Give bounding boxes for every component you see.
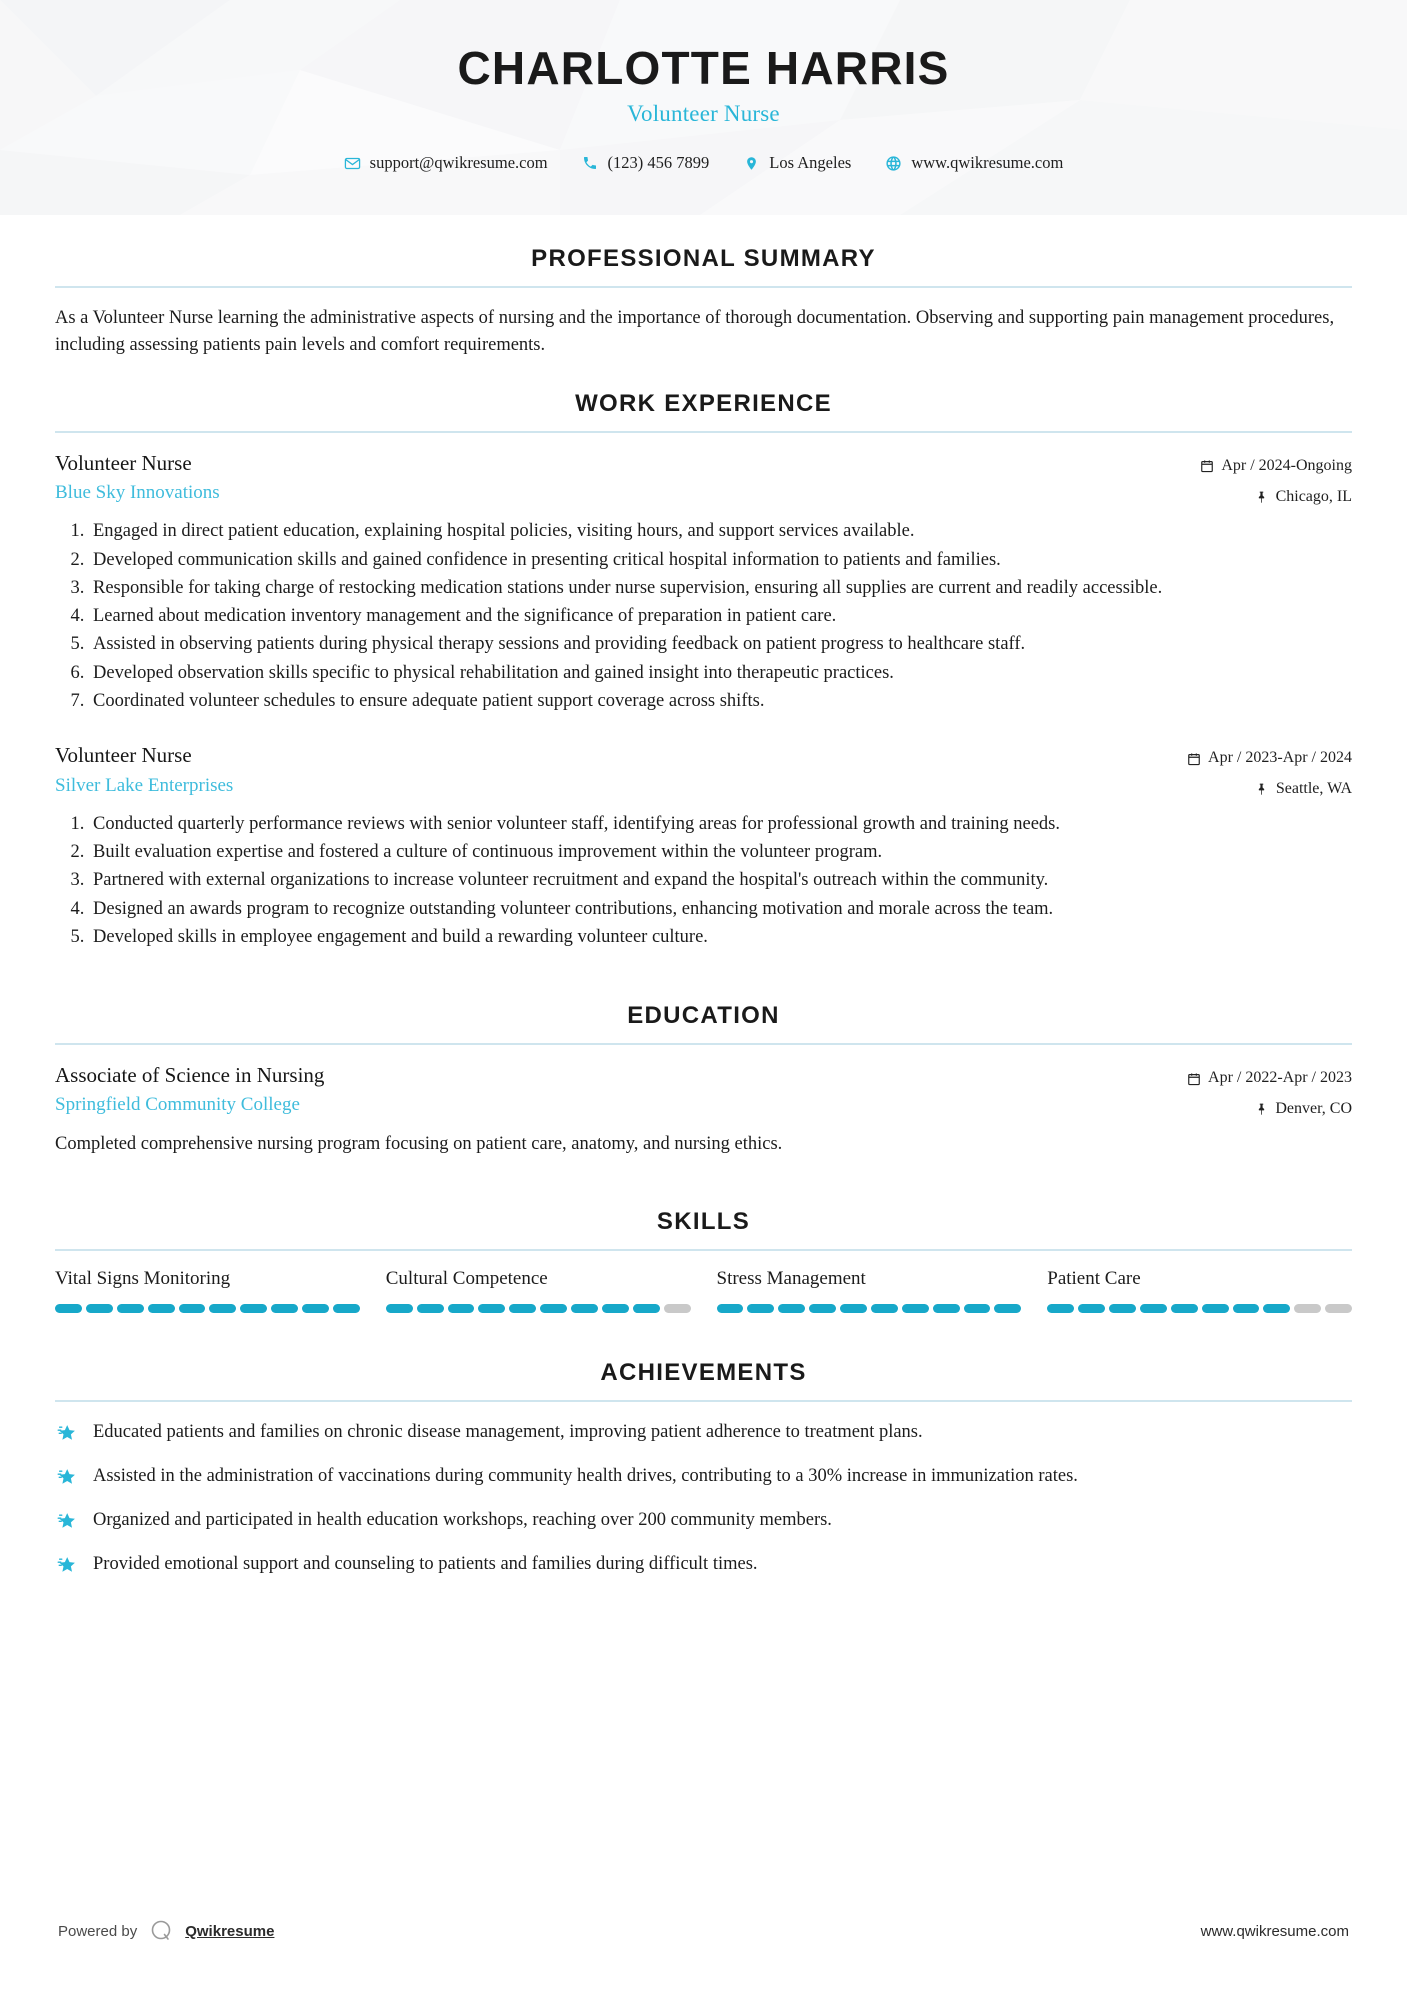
skill-segment — [871, 1304, 898, 1313]
experience-role: Volunteer Nurse — [55, 743, 192, 768]
list-item: 4. Learned about medication inventory management and the significance of preparation in patient care. — [89, 603, 1352, 629]
experience-bullets — [55, 811, 1352, 950]
contact-phone[interactable] — [582, 153, 710, 173]
skill-segment — [1171, 1304, 1198, 1313]
list-item: 3. Partnered with external organizations to increase volunteer recruitment and expand the hospital's outreach within the community. — [89, 867, 1352, 893]
experience-entry-header — [55, 450, 1352, 510]
achievement-text: Organized and participated in health education workshops, reaching over 200 community members. — [93, 1509, 832, 1530]
skill-segment — [1233, 1304, 1260, 1313]
page-title: CHARLOTTE HARRIS — [457, 42, 950, 94]
skill-segment — [478, 1304, 505, 1313]
education-dates — [1187, 1066, 1352, 1091]
qwikresume-logo-icon — [148, 1918, 174, 1944]
list-item: 1. Conducted quarterly performance reviews with senior volunteer staff, identifying areas for professional growth and training needs. — [89, 811, 1352, 837]
contact-email-text: support@qwikresume.com — [369, 153, 548, 173]
education-location-text: Denver, CO — [1275, 1099, 1352, 1117]
skill-segment — [179, 1304, 206, 1313]
experience-location — [1187, 777, 1352, 802]
skill-segment — [509, 1304, 536, 1313]
section-heading-experience: WORK EXPERIENCE — [575, 389, 832, 417]
skill-segment — [386, 1304, 413, 1313]
experience-dates-text: Apr / 2023-Apr / 2024 — [1208, 749, 1352, 767]
section-divider — [55, 1043, 1352, 1045]
education-description: Completed comprehensive nursing program focusing on patient care, anatomy, and nursing ethics. — [55, 1133, 783, 1154]
section-divider — [55, 1400, 1352, 1402]
skill-segment — [602, 1304, 629, 1313]
skill-item — [55, 1268, 360, 1313]
star-icon — [55, 1466, 79, 1490]
skills-grid — [55, 1268, 1352, 1313]
skill-segment — [1294, 1304, 1321, 1313]
summary-text: As a Volunteer Nurse learning the administrative aspects of nursing and the importance of thorough documentation. Observing and supporting pain management procedures, including assessing patients pain levels and comfort requirements. — [55, 308, 1335, 356]
section-work-experience — [55, 390, 1352, 950]
list-item: 4. Designed an awards program to recognize outstanding volunteer contributions, enhancing motivation and morale across the team. — [89, 896, 1352, 922]
pushpin-icon — [1254, 1102, 1268, 1116]
experience-entry — [55, 742, 1352, 950]
skill-segment — [994, 1304, 1021, 1313]
skill-segment — [717, 1304, 744, 1313]
experience-location-text: Chicago, IL — [1275, 487, 1352, 505]
contact-location — [743, 153, 851, 173]
achievement-text: Educated patients and families on chronic disease management, improving patient adherence to treatment plans. — [93, 1421, 923, 1442]
contact-row — [0, 153, 1407, 173]
list-item: 3. Responsible for taking charge of restocking medication stations under nurse supervision, ensuring all supplies are current and readily accessible. — [89, 575, 1352, 601]
education-degree: Associate of Science in Nursing — [55, 1063, 325, 1088]
list-item: 5. Developed skills in employee engagement and build a rewarding volunteer culture. — [89, 924, 1352, 950]
section-heading-education: EDUCATION — [627, 1002, 780, 1030]
section-heading-skills: SKILLS — [656, 1207, 751, 1235]
skill-segment — [809, 1304, 836, 1313]
skill-label: Vital Signs Monitoring — [55, 1267, 231, 1289]
skill-segment — [1078, 1304, 1105, 1313]
experience-organization[interactable]: Silver Lake Enterprises — [55, 774, 234, 796]
skill-segment — [448, 1304, 475, 1313]
skill-segment — [633, 1304, 660, 1313]
skill-segment — [964, 1304, 991, 1313]
skill-segment — [933, 1304, 960, 1313]
list-item: 2. Developed communication skills and gained confidence in presenting critical hospital information to patients and families. — [89, 547, 1352, 573]
experience-entry — [55, 450, 1352, 714]
skill-segment — [333, 1304, 360, 1313]
list-item: 2. Built evaluation expertise and fostered a culture of continuous improvement within the volunteer program. — [89, 839, 1352, 865]
skill-segment — [86, 1304, 113, 1313]
skill-segment — [417, 1304, 444, 1313]
skill-item — [386, 1268, 691, 1313]
page-footer — [0, 1918, 1407, 1944]
skill-segment — [271, 1304, 298, 1313]
achievement-item — [55, 1551, 1352, 1578]
contact-location-text: Los Angeles — [769, 153, 852, 173]
experience-location — [1200, 485, 1352, 510]
achievement-item — [55, 1463, 1352, 1490]
phone-icon — [582, 155, 599, 172]
location-pin-icon — [743, 155, 760, 172]
list-item: 1. Engaged in direct patient education, explaining hospital policies, visiting hours, and support services available. — [89, 518, 1352, 544]
contact-website[interactable] — [885, 153, 1063, 173]
skill-segment — [1263, 1304, 1290, 1313]
achievement-text: Provided emotional support and counseling to patients and families during difficult times. — [93, 1553, 758, 1574]
list-item: 6. Developed observation skills specific to physical rehabilitation and gained insight into therapeutic practices. — [89, 660, 1352, 686]
pushpin-icon — [1255, 782, 1269, 796]
pushpin-icon — [1255, 490, 1269, 504]
skill-segment — [1140, 1304, 1167, 1313]
contact-phone-text: (123) 456 7899 — [607, 153, 710, 173]
skill-label: Stress Management — [716, 1267, 866, 1289]
section-skills — [55, 1208, 1352, 1313]
section-divider — [55, 286, 1352, 288]
experience-dates — [1200, 454, 1352, 479]
envelope-icon — [344, 155, 361, 172]
experience-organization[interactable]: Blue Sky Innovations — [55, 482, 220, 504]
footer-website[interactable]: www.qwikresume.com — [1200, 1922, 1349, 1940]
skill-segment — [540, 1304, 567, 1313]
skill-rating-bar — [1047, 1304, 1352, 1313]
section-education — [55, 1002, 1352, 1157]
skill-segment — [55, 1304, 82, 1313]
list-item: 7. Coordinated volunteer schedules to ensure adequate patient support coverage across shifts. — [89, 688, 1352, 714]
section-professional-summary — [55, 245, 1352, 360]
skill-label: Cultural Competence — [385, 1267, 548, 1289]
skill-segment — [1202, 1304, 1229, 1313]
qwikresume-link[interactable]: Qwikresume — [185, 1922, 275, 1940]
experience-entry-header — [55, 742, 1352, 802]
section-divider — [55, 431, 1352, 433]
job-title: Volunteer Nurse — [627, 101, 780, 127]
education-dates-text: Apr / 2022-Apr / 2023 — [1208, 1069, 1352, 1087]
skill-segment — [778, 1304, 805, 1313]
skill-segment — [1047, 1304, 1074, 1313]
skill-segment — [902, 1304, 929, 1313]
achievement-item — [55, 1419, 1352, 1446]
skill-segment — [1325, 1304, 1352, 1313]
skill-segment — [302, 1304, 329, 1313]
education-entry-header — [55, 1062, 1352, 1122]
resume-header — [0, 0, 1407, 215]
calendar-icon — [1200, 459, 1214, 473]
education-location — [1187, 1097, 1352, 1122]
skill-segment — [747, 1304, 774, 1313]
calendar-icon — [1187, 752, 1201, 766]
globe-icon — [885, 155, 902, 172]
education-entry — [55, 1062, 1352, 1157]
skill-label: Patient Care — [1047, 1267, 1141, 1289]
experience-role: Volunteer Nurse — [55, 450, 192, 475]
section-achievements — [55, 1359, 1352, 1578]
star-icon — [55, 1422, 79, 1446]
achievement-text: Assisted in the administration of vaccinations during community health drives, contributing to a 30% increase in immunization rates. — [93, 1465, 1078, 1486]
skill-rating-bar — [55, 1304, 360, 1313]
achievement-item — [55, 1507, 1352, 1534]
contact-website-text: www.qwikresume.com — [911, 153, 1064, 173]
experience-location-text: Seattle, WA — [1275, 780, 1352, 797]
skill-segment — [664, 1304, 691, 1313]
contact-email[interactable] — [344, 153, 548, 173]
star-icon — [55, 1554, 79, 1578]
skill-segment — [1109, 1304, 1136, 1313]
skill-segment — [148, 1304, 175, 1313]
section-divider — [55, 1249, 1352, 1251]
skill-segment — [840, 1304, 867, 1313]
experience-bullets — [55, 518, 1352, 714]
skill-rating-bar — [717, 1304, 1022, 1313]
powered-by-label: Powered by — [58, 1922, 138, 1940]
skill-segment — [209, 1304, 236, 1313]
skill-segment — [117, 1304, 144, 1313]
education-school[interactable]: Springfield Community College — [55, 1094, 300, 1116]
skill-rating-bar — [386, 1304, 691, 1313]
footer-branding — [58, 1918, 274, 1944]
experience-dates-text: Apr / 2024-Ongoing — [1221, 456, 1352, 474]
skill-segment — [571, 1304, 598, 1313]
experience-dates — [1187, 746, 1352, 771]
star-icon — [55, 1510, 79, 1534]
section-heading-summary: PROFESSIONAL SUMMARY — [531, 245, 876, 272]
skill-item — [717, 1268, 1022, 1313]
section-heading-achievements: ACHIEVEMENTS — [600, 1358, 807, 1386]
skill-item — [1047, 1268, 1352, 1313]
list-item: 5. Assisted in observing patients during physical therapy sessions and providing feedback on patient progress to healthcare staff. — [89, 631, 1352, 657]
calendar-icon — [1187, 1072, 1201, 1086]
skill-segment — [240, 1304, 267, 1313]
